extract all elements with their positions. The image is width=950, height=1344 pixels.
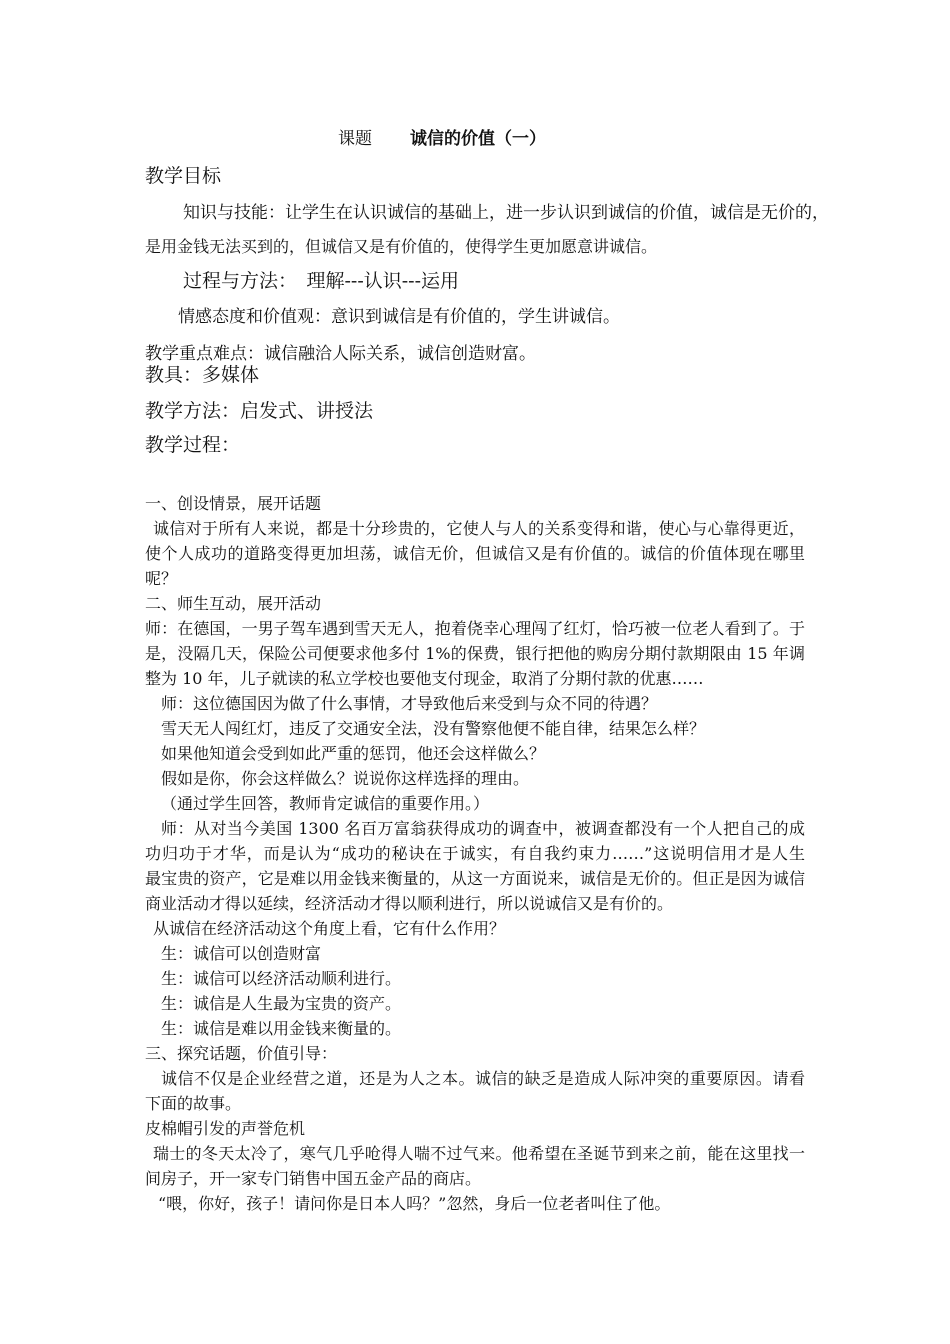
body-line: 三、探究话题，价值引导： [145, 1044, 338, 1063]
body-line: 诚信对于所有人来说，都是十分珍贵的，它使人与人的关系变得和谐，使心与心靠得更近， [153, 519, 805, 538]
body-line: 最宝贵的资产，它是难以用金钱来衡量的，从这一方面说来，诚信是无价的。但正是因为诚信 [145, 869, 805, 888]
body-line: 生：诚信可以创造财富 [161, 944, 322, 963]
body-line: 整为 10 年，儿子就读的私立学校也要他支付现金，取消了分期付款的优惠…… [145, 669, 704, 688]
paragraph-line: 教学重点难点：诚信融洽人际关系，诚信创造财富。 [145, 344, 536, 364]
body-line: 二、师生互动，展开活动 [145, 594, 322, 613]
body-line: （通过学生回答，教师肯定诚信的重要作用。） [161, 794, 490, 813]
body-line: 师：在德国，一男子驾车遇到雪天无人，抱着侥幸心理闯了红灯，恰巧被一位老人看到了。于 [145, 619, 805, 638]
body-line: 生：诚信可以经济活动顺利进行。 [161, 969, 402, 988]
section-heading-objectives: 教学目标 [145, 165, 222, 187]
body-line: 使个人成功的道路变得更加坦荡，诚信无价，但诚信又是有价值的。诚信的价值体现在哪里 [145, 544, 805, 563]
paragraph-line: 教具：多媒体 [145, 364, 260, 386]
body-line: 一、创设情景，展开话题 [145, 494, 322, 513]
body-line: 雪天无人闯红灯，违反了交通安全法，没有警察他便不能自律，结果怎么样？ [161, 719, 706, 738]
body-line: “喂，你好，孩子！请问你是日本人吗？”忽然，身后一位老者叫住了他。 [158, 1194, 671, 1213]
body-line: 生：诚信是人生最为宝贵的资产。 [161, 994, 402, 1013]
lesson-title [338, 124, 546, 149]
paragraph-line: 过程与方法： 理解---认识---运用 [183, 270, 460, 292]
body-line: 如果他知道会受到如此严重的惩罚，他还会这样做么？ [161, 744, 546, 763]
body-line: 诚信不仅是企业经营之道，还是为人之本。诚信的缺乏是造成人际冲突的重要原因。请看 [161, 1069, 805, 1088]
paragraph-line: 教学方法：启发式、讲授法 [145, 400, 374, 422]
body-line: 假如是你，你会这样做么？说说你这样选择的理由。 [161, 769, 530, 788]
title-label: 课题 [338, 129, 372, 149]
title-text: 诚信的价值（一） [410, 129, 546, 149]
body-line: 呢？ [145, 569, 178, 588]
body-line: 师：从对当今美国 1300 名百万富翁获得成功的调查中，被调查都没有一个人把自己的成 [161, 819, 805, 838]
body-line: 商业活动才得以延续，经济活动才得以顺利进行，所以说诚信又是有价的。 [145, 894, 674, 913]
body-line: 瑞士的冬天太冷了，寒气几乎呛得人喘不过气来。他希望在圣诞节到来之前，能在这里找一 [153, 1144, 805, 1163]
body-line: 从诚信在经济活动这个角度上看，它有什么作用？ [153, 919, 506, 938]
body-line: 间房子，开一家专门销售中国五金产品的商店。 [145, 1169, 482, 1188]
body-line: 功归功于才华，而是认为“成功的秘诀在于诚实，有自我约束力……”这说明信用才是人生 [145, 844, 805, 863]
paragraph-line: 是用金钱无法买到的，但诚信又是有价值的，使得学生更加愿意讲诚信。 [145, 237, 658, 256]
body-line: 下面的故事。 [145, 1094, 242, 1113]
section-heading-process: 教学过程： [145, 434, 241, 456]
body-line: 生：诚信是难以用金钱来衡量的。 [161, 1019, 402, 1038]
body-line: 是，没隔几天，保险公司便要求他多付 1%的保费，银行把他的购房分期付款期限由 15 年调 [145, 644, 805, 663]
paragraph-line: 情感态度和价值观：意识到诚信是有价值的，学生讲诚信。 [178, 307, 620, 327]
paragraph-line: 知识与技能：让学生在认识诚信的基础上，进一步认识到诚信的价值，诚信是无价的， [183, 203, 829, 223]
story-title: 皮棉帽引发的声誉危机 [145, 1119, 306, 1138]
body-line: 师：这位德国因为做了什么事情，才导致他后来受到与众不同的待遇？ [161, 694, 658, 713]
